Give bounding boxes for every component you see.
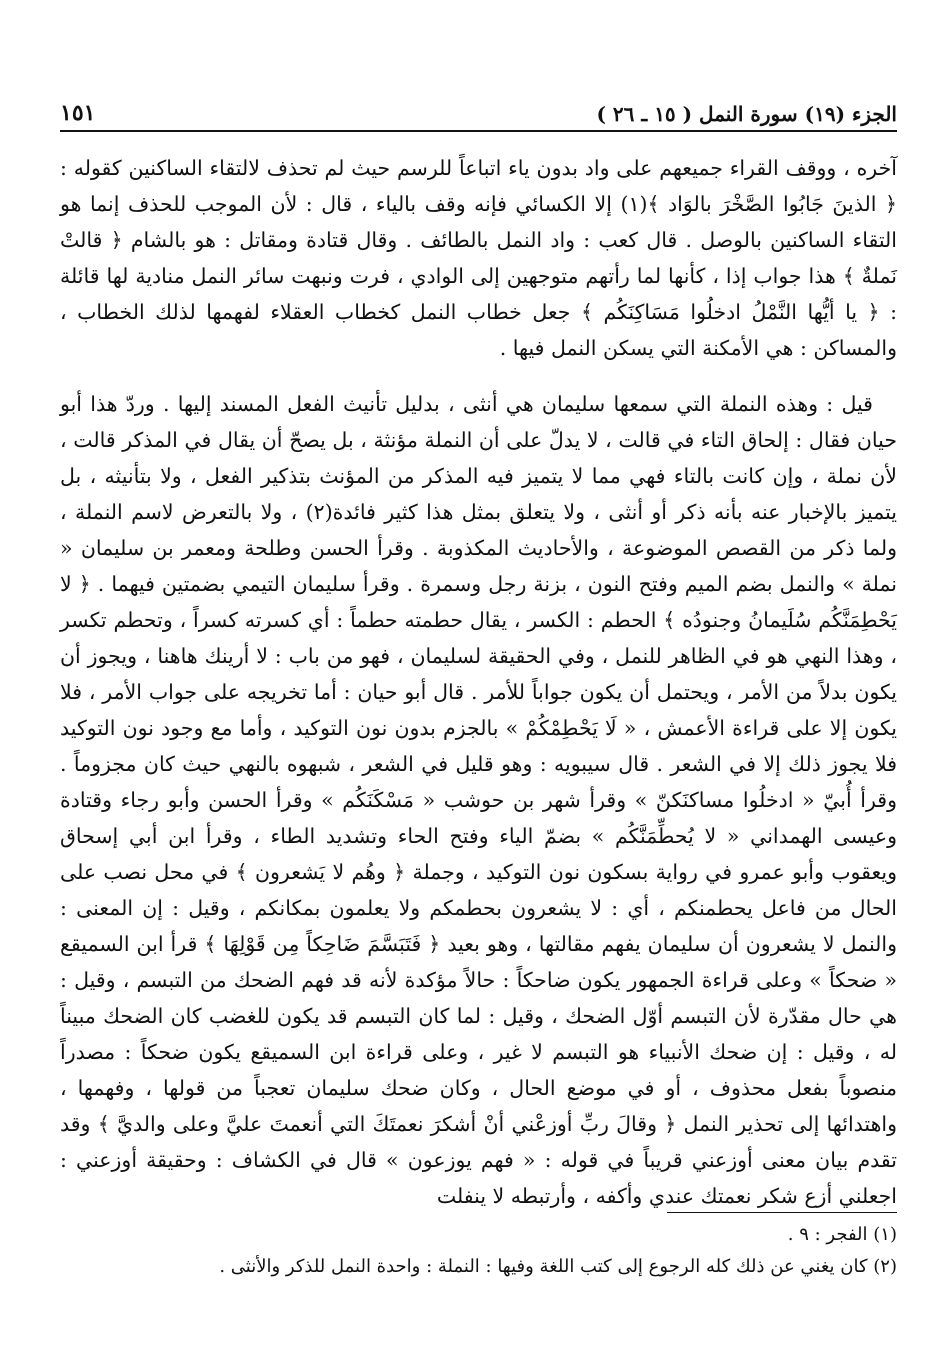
main-text bbox=[60, 150, 897, 1214]
page-header bbox=[60, 92, 897, 132]
footnote-divider bbox=[667, 1212, 897, 1213]
page-number: ١٥١ bbox=[60, 100, 96, 126]
paragraph-1: آخره ، ووقف القراء جميعهم على واد بدون ياء اتباعاً للرسم حيث لم تحذف لالتقاء الساكنين كقوله : ﴿ الذينَ جَابُوا الصَّخْرَ بالوَاد ﴾(١) إلا الكسائي فإنه وقف بالياء ، قال : لأن الموجب للحذف إنما هو التقاء الساكنين بالوصل . قال كعب : واد النمل بالطائف . وقال قتادة ومقاتل : هو بالشام ﴿ قالتْ نَملةٌ ﴾ هذا جواب إذا ، كأنها لما رأتهم متوجهين إلى الوادي ، فرت ونبهت سائر النمل منادية لها قائلة : ﴿ يا أيُّها النَّمْلُ ادخلُوا مَسَاكِنَكُم ﴾ جعل خطاب النمل كخطاب العقلاء لفهمها لذلك الخطاب ، والمساكن : هي الأمكنة التي يسكن النمل فيها . bbox=[60, 156, 897, 360]
footnote-2: (٢) كان يغني عن ذلك كله الرجوع إلى كتب اللغة وفيها : النملة : واحدة النمل للذكر والأنثى . bbox=[219, 1256, 897, 1277]
footnote-1: (١) الفجر : ٩ . bbox=[787, 1224, 897, 1245]
running-title: الجزء (١٩) سورة النمل ( ١٥ ـ ٢٦ ) bbox=[596, 102, 897, 126]
paragraph-2: قيل : وهذه النملة التي سمعها سليمان هي أنثى ، بدليل تأنيث الفعل المسند إليها . وردّ هذا أبو حيان فقال : إلحاق التاء في قالت ، لا يدلّ على أن النملة مؤنثة ، بل يصحّ أن يقال في المذكر قالت ، لأن نملة ، وإن كانت بالتاء فهي مما لا يتميز فيه المذكر من المؤنث بتذكير الفعل ، ولا بتأنيثه ، بل يتميز بالإخبار عنه بأنه ذكر أو أنثى ، ولا يتعلق بمثل هذا كثير فائدة(٢) ، ولا بالتعرض لاسم النملة ، ولما ذكر من القصص الموضوعة ، والأحاديث المكذوبة . وقرأ الحسن وطلحة ومعمر بن سليمان « نملة » والنمل بضم الميم وفتح النون ، بزنة رجل وسمرة . وقرأ سليمان التيمي بضمتين فيهما . ﴿ لا يَحْطِمَنَّكُم سُلَيمانُ وجنودُه ﴾ الحطم : الكسر ، يقال حطمته حطماً : أي كسرته كسراً ، وتحطم تكسر ، وهذا النهي هو في الظاهر للنمل ، وفي الحقيقة لسليمان ، فهو من باب : لا أرينك هاهنا ، ويجوز أن يكون بدلاً من الأمر ، ويحتمل أن يكون جواباً للأمر . قال أبو حيان : أما تخريجه على جواب الأمر ، فلا يكون إلا على قراءة الأعمش ، « لَا يَحْطِمْكُمْ » بالجزم بدون نون التوكيد ، وأما مع وجود نون التوكيد فلا يجوز ذلك إلا في الشعر . قال سيبويه : وهو قليل في الشعر ، شبهوه بالنهي حيث كان مجزوماً . وقرأ أُبيّ « ادخلُوا مساكنَكنّ » وقرأ شهر بن حوشب « مَسْكَنَكُم » وقرأ الحسن وأبو رجاء وقتادة وعيسى الهمداني « لا يُحطِّمَنَّكُم » بضمّ الياء وفتح الحاء وتشديد الطاء ، وقرأ ابن أبي إسحاق ويعقوب وأبو عمرو في رواية بسكون نون التوكيد ، وجملة ﴿ وهُم لا يَشعرون ﴾ في محل نصب على الحال من فاعل يحطمنكم ، أي : لا يشعرون بحطمكم ولا يعلمون بمكانكم ، وقيل : إن المعنى : والنمل لا يشعرون أن سليمان يفهم مقالتها ، وهو بعيد ﴿ فَتَبَسَّمَ ضَاحِكاً مِن قَوْلِهَا ﴾ قرأ ابن السميقع « ضحكاً » وعلى قراءة الجمهور يكون ضاحكاً : حالاً مؤكدة لأنه قد فهم الضحك من التبسم ، وقيل : هي حال مقدّرة لأن التبسم أوّل الضحك ، وقيل : لما كان التبسم قد يكون للغضب كان الضحك مبيناً له ، وقيل : إن ضحك الأنبياء هو التبسم لا غير ، وعلى قراءة ابن السميقع يكون ضحكاً : مصدراً منصوباً بفعل محذوف ، أو في موضع الحال ، وكان ضحك سليمان تعجباً من قولها ، وفهمها ، واهتدائها إلى تحذير النمل ﴿ وقالَ ربِّ أوزعْني أنْ أشكرَ نعمتَكَ التي أنعمتَ عليَّ وعلى والديَّ ﴾ وقد تقدم بيان معنى أوزعني قريباً في قوله : « فهم يوزعون » قال في الكشاف : وحقيقة أوزعني : اجعلني أزع شكر نعمتك عندي وأكفه ، وأرتبطه لا ينفلت bbox=[60, 392, 897, 1208]
footnotes bbox=[60, 1212, 897, 1283]
